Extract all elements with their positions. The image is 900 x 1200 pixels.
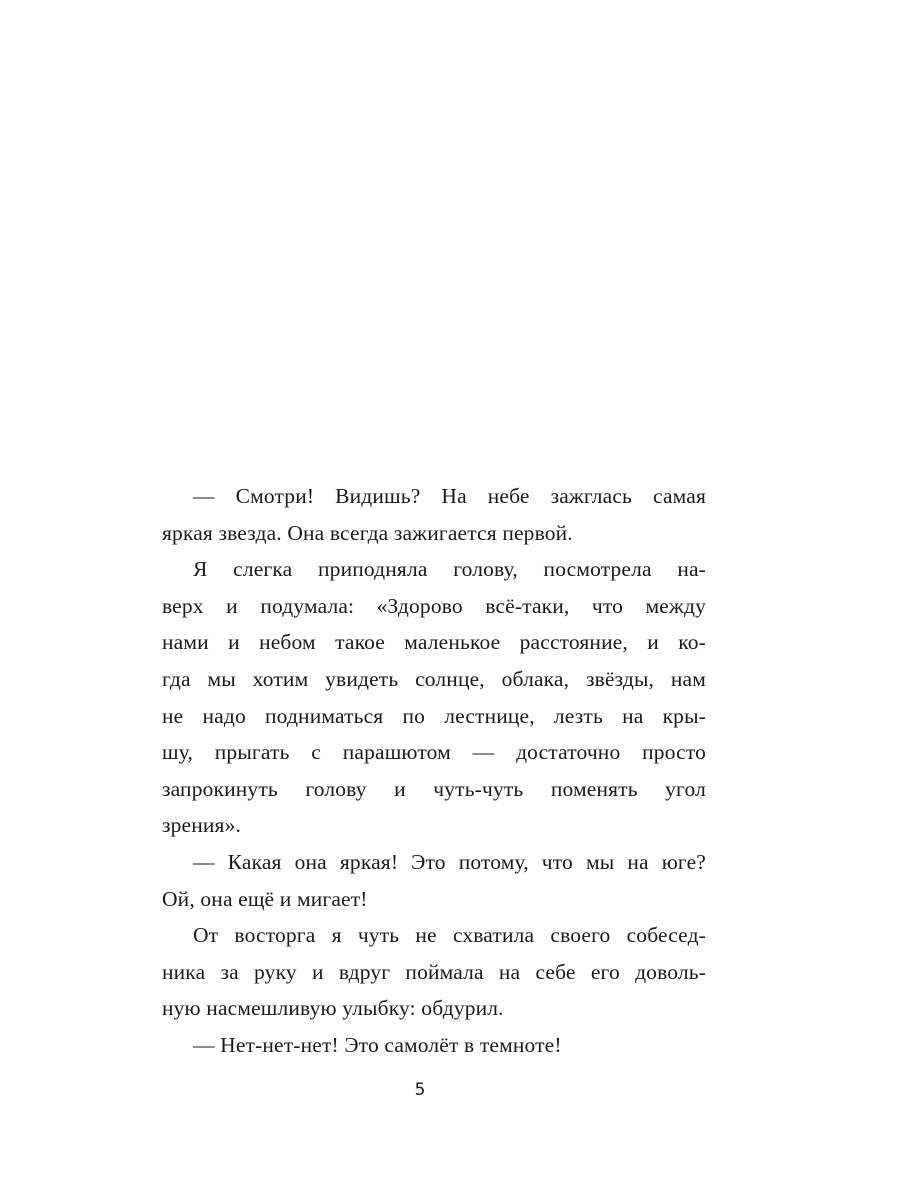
page-body-text: [162, 478, 706, 1064]
text-line: шу, прыгать с парашютом — достаточно просто: [162, 740, 706, 765]
text-line: От восторга я чуть не схватила своего собесед-: [193, 923, 706, 948]
text-line: Я слегка приподняла голову, посмотрела на-: [193, 557, 706, 582]
text-line: яркая звезда. Она всегда зажигается первой.: [162, 520, 573, 545]
text-line: Ой, она ещё и мигает!: [162, 886, 368, 911]
text-line: — Нет-нет-нет! Это самолёт в темноте!: [193, 1032, 562, 1057]
text-line: не надо подниматься по лестнице, лезть на кры-: [162, 703, 706, 728]
text-line: нами и небом такое маленькое расстояние, и ко-: [162, 630, 706, 655]
text-line: гда мы хотим увидеть солнце, облака, звёзды, нам: [162, 666, 706, 691]
text-line: запрокинуть голову и чуть-чуть поменять угол: [162, 776, 706, 801]
text-line: — Смотри! Видишь? На небе зажглась самая: [193, 484, 706, 508]
text-line: — Какая она яркая! Это потому, что мы на юге?: [193, 849, 706, 874]
page-number: 5: [414, 1080, 426, 1100]
text-line: зрения».: [162, 813, 242, 838]
text-line: ника за руку и вдруг поймала на себе его доволь-: [162, 959, 706, 984]
text-line: ную насмешливую улыбку: обдурил.: [162, 996, 504, 1021]
text-line: верх и подумала: «Здорово всё-таки, что между: [162, 593, 706, 618]
